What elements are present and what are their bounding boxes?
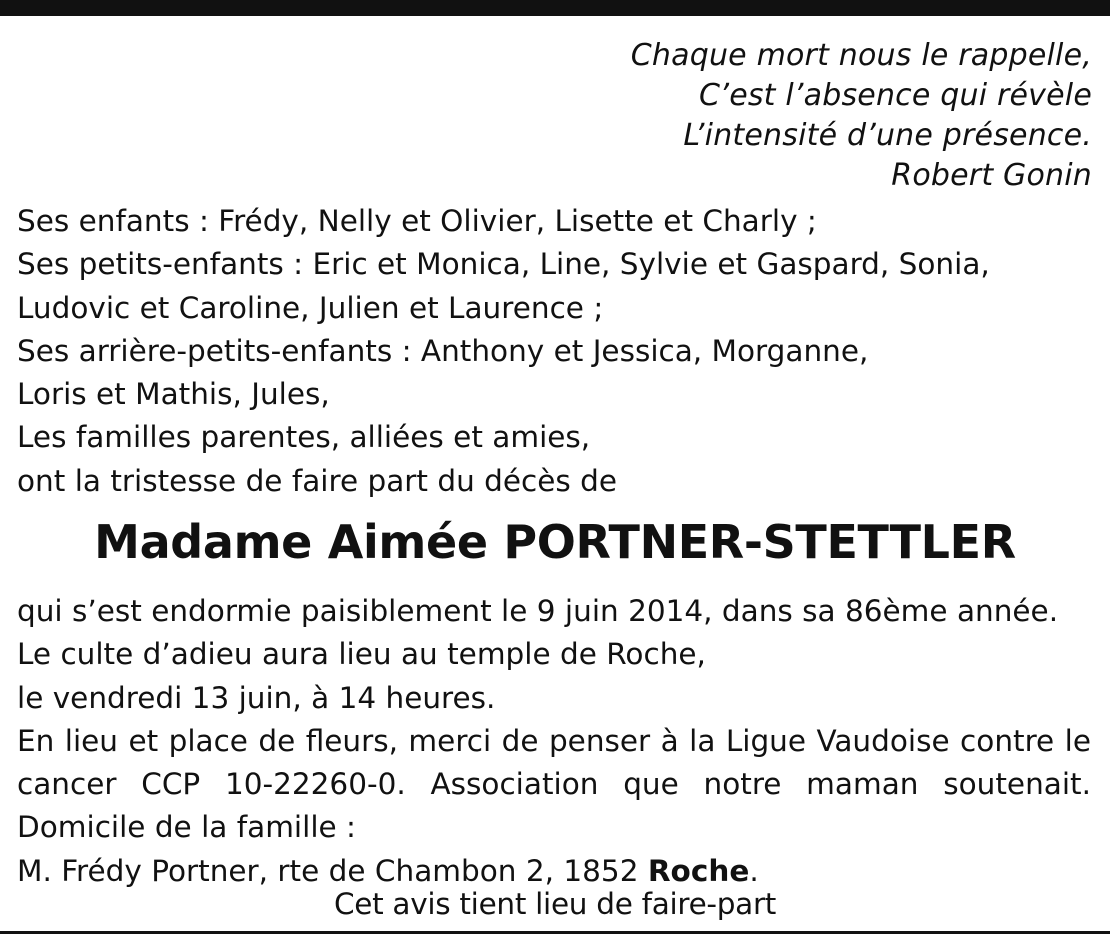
family-children-line: Ses enfants : Frédy, Nelly et Olivier, Lisette et Charly ; [17, 204, 817, 238]
service-time-line: le vendredi 13 juin, à 14 heures. [17, 680, 496, 715]
family-great-grandchildren-line: Ses arrière-petits-enfants : Anthony et Jessica, Morganne, [17, 333, 869, 368]
address-city: Roche [647, 853, 750, 888]
obituary-details [17, 590, 1091, 893]
address-period: . [749, 853, 759, 888]
poem-author: Robert Gonin [891, 158, 1092, 193]
epigraph-poem [631, 36, 1092, 196]
passing-date-line: qui s’est endormie paisiblement le 9 juin 2014, dans sa 86ème année. [17, 594, 1059, 628]
notice-footer: Cet avis tient lieu de faire-part [333, 887, 777, 921]
donation-line: En lieu et place de fleurs, merci de penser à la Ligue Vaudoise contre le [17, 723, 1091, 758]
service-location-line: Le culte d’adieu aura lieu au temple de Roche, [17, 637, 706, 672]
poem-line: Chaque mort nous le rappelle, [630, 38, 1092, 73]
bottom-border-rule [0, 931, 1110, 934]
top-border-rule [0, 0, 1110, 16]
deceased-name-heading: Madame Aimée PORTNER-STETTLER [94, 515, 1016, 569]
domicile-label: Domicile de la famille : [17, 810, 356, 845]
address-street: M. Frédy Portner, rte de Chambon 2, 1852 [17, 853, 648, 888]
family-announcement [17, 200, 990, 503]
poem-line: C’est l’absence qui révèle [698, 78, 1092, 113]
poem-line: L’intensité d’une présence. [683, 118, 1092, 153]
family-grandchildren-line-cont: Ludovic et Caroline, Julien et Laurence ; [17, 290, 604, 325]
donation-line-cont: cancer CCP 10-22260-0. Association que notre maman soutenait. [17, 767, 1091, 802]
family-announcement-line: ont la tristesse de faire part du décès de [17, 463, 618, 498]
family-relatives-line: Les familles parentes, alliées et amies, [17, 420, 591, 455]
family-grandchildren-line: Ses petits-enfants : Eric et Monica, Line, Sylvie et Gaspard, Sonia, [17, 247, 990, 282]
family-great-grandchildren-line-cont: Loris et Mathis, Jules, [17, 377, 330, 412]
